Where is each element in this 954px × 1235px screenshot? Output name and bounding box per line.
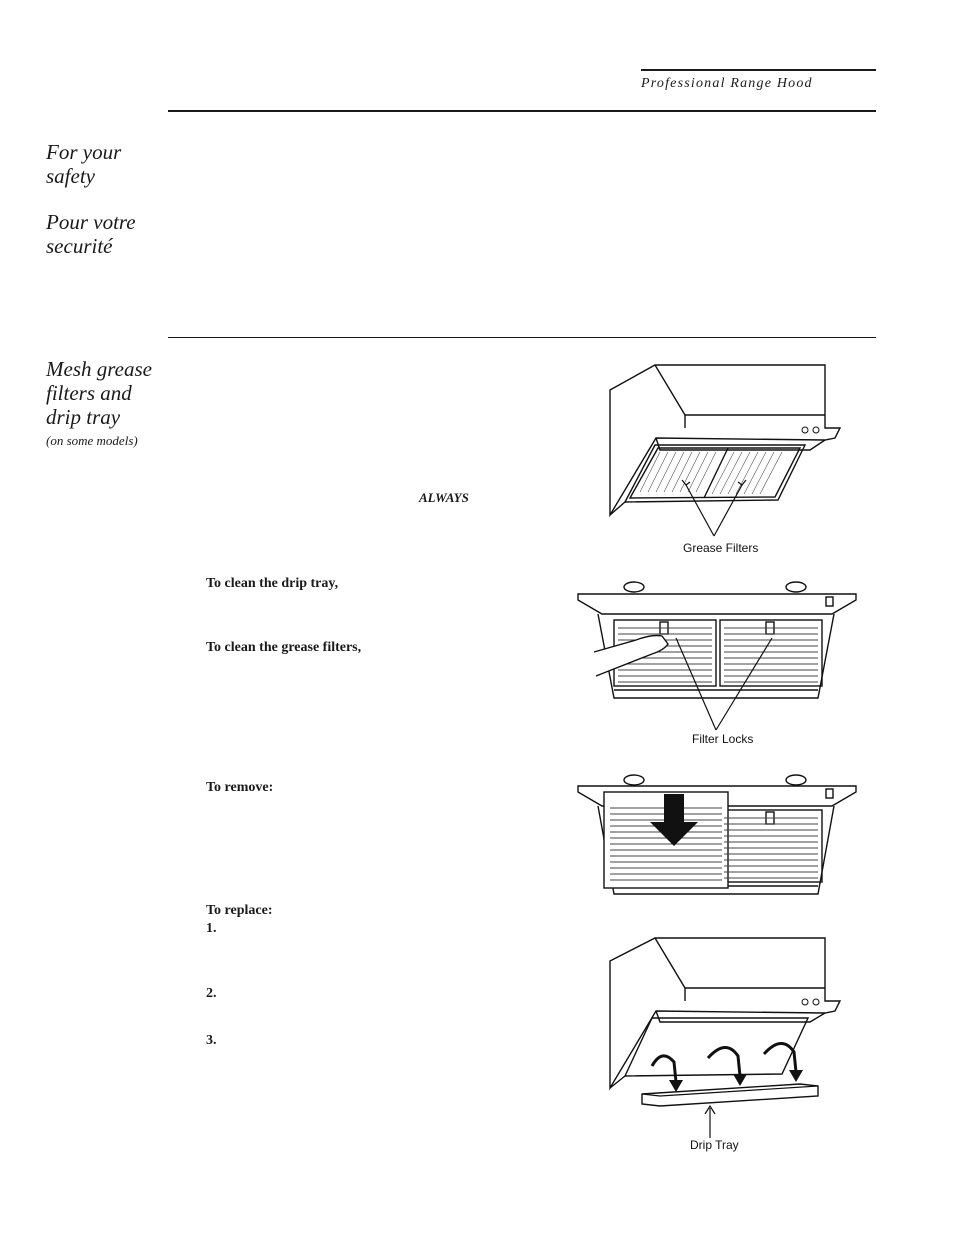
curved-arrow-icon [652, 1056, 676, 1082]
drip-tray-caption: Drip Tray [690, 1138, 739, 1152]
header-rule-top [641, 69, 876, 71]
step-3: 3. [206, 1033, 217, 1048]
always-label: ALWAYS [419, 490, 469, 505]
grease-filters-caption: Grease Filters [683, 541, 759, 555]
hood-front-figure-locks [576, 578, 858, 718]
safety-heading-fr: Pour votre securité [46, 210, 136, 258]
drip-tray-label: To clean the drip tray, [206, 576, 339, 591]
replace-label: To replace: [206, 903, 273, 918]
step-2: 2. [206, 986, 217, 1001]
grease-filters-label: To clean the grease filters, [206, 640, 362, 655]
filters-heading: Mesh grease filters and drip tray [46, 357, 152, 429]
filters-subheading: (on some models) [46, 433, 138, 448]
step-1: 1. [206, 921, 217, 936]
running-header-title: Professional Range Hood [641, 76, 813, 91]
hood-perspective-figure [600, 360, 850, 540]
section-divider [168, 337, 876, 338]
hood-drip-tray-figure [600, 936, 850, 1136]
safety-heading-en: For your safety [46, 140, 122, 188]
remove-label: To remove: [206, 780, 274, 795]
hood-front-figure-remove [576, 772, 858, 900]
filter-locks-caption: Filter Locks [692, 732, 754, 746]
header-rule-main [168, 110, 876, 112]
